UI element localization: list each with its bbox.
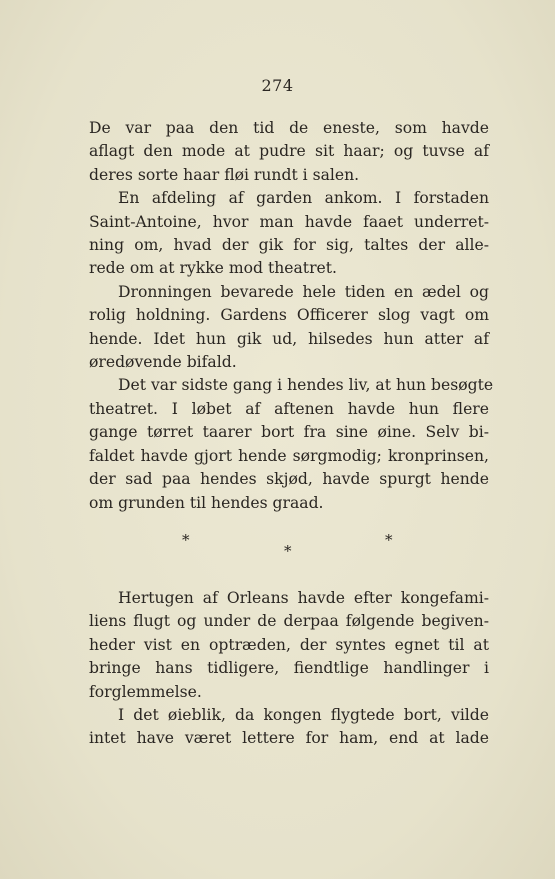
text-line: Det var sidste gang i hendes liv, at hun besøgte bbox=[118, 376, 494, 395]
text-line: forglemmelse. bbox=[89, 682, 202, 701]
section-break-asterism bbox=[89, 515, 489, 587]
text-line: De var paa den tid de eneste, som havde bbox=[89, 119, 489, 137]
text-line: heder vist en optræden, der syntes egnet til at bbox=[89, 635, 489, 654]
text-line: aflagt den mode at pudre sit haar; og tuvse af bbox=[89, 142, 489, 161]
paragraph bbox=[89, 281, 489, 375]
page-number: 274 bbox=[261, 76, 294, 95]
text-line: rede om at rykke mod theatret. bbox=[89, 259, 337, 278]
text-line: øredøvende bifald. bbox=[89, 353, 237, 372]
text-line: faldet havde gjort hende sørgmodig; kronprinsen, bbox=[89, 446, 489, 465]
text-line: hende. Idet hun gik ud, hilsedes hun atter af bbox=[89, 329, 489, 348]
text-line: intet have været lettere for ham, end at lade bbox=[89, 729, 489, 748]
text-line: ning om, hvad der gik for sig, taltes der alle- bbox=[89, 236, 489, 255]
text-line: I det øieblik, da kongen flygtede bort, vilde bbox=[118, 705, 489, 724]
text-line: Hertugen af Orleans havde efter kongefami- bbox=[118, 588, 489, 607]
text-line: deres sorte haar fløi rundt i salen. bbox=[89, 165, 360, 184]
asterisk: * bbox=[182, 530, 190, 549]
paragraph bbox=[89, 374, 494, 514]
body-text bbox=[89, 117, 494, 751]
text-line: gange tørret taarer bort fra sine øine. Selv bi- bbox=[89, 423, 489, 442]
paragraph bbox=[89, 704, 489, 751]
text-line: om grunden til hendes graad. bbox=[89, 493, 324, 512]
text-line: liens flugt og under de derpaa følgende begiven- bbox=[89, 612, 489, 631]
paragraph bbox=[89, 587, 489, 704]
text-line: Dronningen bevarede hele tiden en ædel og bbox=[118, 282, 489, 301]
asterisk: * bbox=[385, 530, 393, 549]
paragraph bbox=[89, 187, 489, 281]
text-line: bringe hans tidligere, fiendtlige handlinger i bbox=[89, 659, 489, 678]
asterisk: * bbox=[284, 541, 292, 560]
text-line: rolig holdning. Gardens Officerer slog vagt om bbox=[89, 306, 489, 325]
text-line: En afdeling af garden ankom. I forstaden bbox=[118, 189, 489, 208]
text-line: der sad paa hendes skjød, havde spurgt hende bbox=[89, 470, 489, 489]
text-line: theatret. I løbet af aftenen havde hun flere bbox=[89, 399, 489, 418]
paragraph bbox=[89, 117, 489, 187]
text-line: Saint-Antoine, hvor man havde faaet underret- bbox=[89, 212, 489, 231]
